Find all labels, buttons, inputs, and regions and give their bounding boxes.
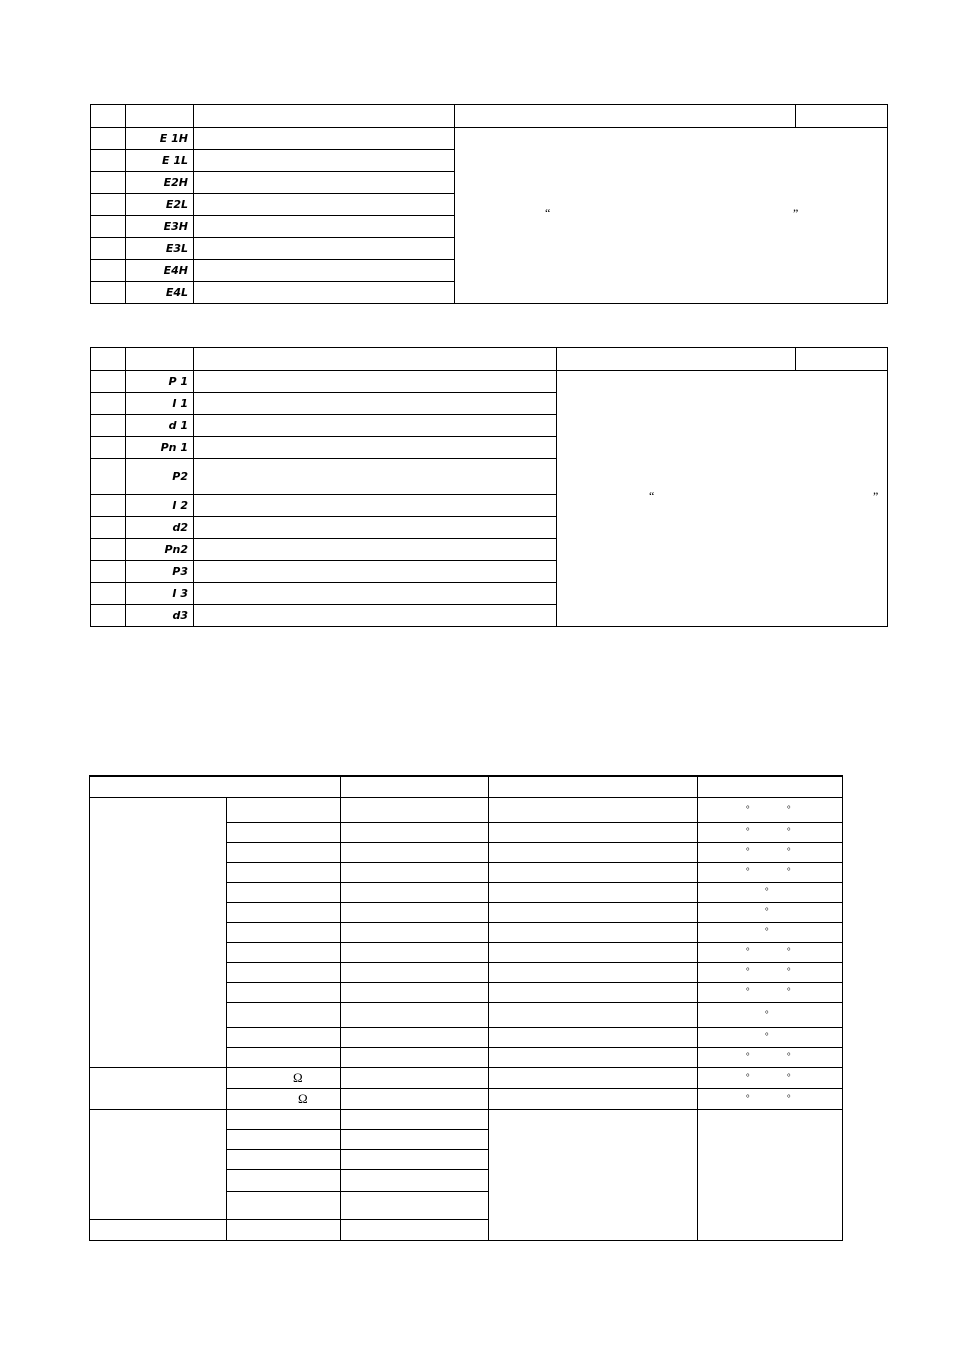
parameter-code: E 1L — [126, 150, 194, 172]
close-quote: ” — [873, 489, 879, 503]
pid-description-cell — [557, 371, 888, 627]
parameter-code: P 1 — [126, 371, 194, 393]
parameter-code: I 2 — [126, 495, 194, 517]
parameter-code: I 3 — [126, 583, 194, 605]
parameter-code: E4H — [126, 260, 194, 282]
degree-mark: ° — [765, 1008, 769, 1019]
ohm-symbol: Ω — [293, 1069, 303, 1085]
parameter-code: E3L — [126, 238, 194, 260]
range-cell — [698, 842, 843, 862]
degree-mark: ° — [765, 1031, 769, 1041]
table-row — [91, 371, 888, 393]
range-cell — [698, 982, 843, 1002]
degree-mark: ° — [746, 846, 750, 856]
degree-mark: ° — [787, 1051, 791, 1061]
degree-mark: ° — [787, 846, 791, 856]
group-cell — [90, 797, 227, 1067]
parameter-code: P2 — [126, 459, 194, 495]
range-cell — [698, 942, 843, 962]
parameter-code: d 1 — [126, 415, 194, 437]
range-cell — [698, 1027, 843, 1047]
range-cell — [698, 1047, 843, 1067]
range-cell — [698, 962, 843, 982]
degree-mark: ° — [787, 866, 791, 876]
parameter-code: I 1 — [126, 393, 194, 415]
degree-mark: ° — [787, 826, 791, 836]
parameter-code: Pn 1 — [126, 437, 194, 459]
group-cell — [90, 1109, 227, 1219]
degree-mark: ° — [787, 986, 791, 996]
range-cell — [698, 922, 843, 942]
table-row — [90, 1109, 843, 1129]
degree-mark: ° — [787, 1071, 791, 1082]
table-header-row — [91, 348, 888, 371]
degree-mark: ° — [746, 1071, 750, 1082]
degree-mark: ° — [765, 906, 769, 916]
degree-mark: ° — [787, 966, 791, 976]
pid-parameter-table — [90, 347, 888, 627]
range-cell — [698, 862, 843, 882]
degree-mark: ° — [765, 926, 769, 936]
parameter-code: Pn2 — [126, 539, 194, 561]
ohm-symbol: Ω — [298, 1090, 308, 1106]
alarm-parameter-table — [90, 104, 888, 304]
degree-mark: ° — [746, 1051, 750, 1061]
table-row — [90, 797, 843, 822]
alarm-description-cell — [455, 128, 888, 304]
range-cell — [698, 902, 843, 922]
degree-mark: ° — [746, 986, 750, 996]
open-quote: “ — [545, 206, 551, 220]
input-spec-table — [89, 775, 843, 1241]
parameter-code: E2L — [126, 194, 194, 216]
parameter-code: P3 — [126, 561, 194, 583]
parameter-code: d2 — [126, 517, 194, 539]
table-header-row — [90, 776, 843, 797]
degree-mark: ° — [746, 1092, 750, 1103]
table-row — [91, 128, 888, 150]
degree-mark: ° — [765, 886, 769, 896]
degree-mark: ° — [746, 966, 750, 976]
parameter-code: d3 — [126, 605, 194, 627]
table-header-row — [91, 105, 888, 128]
degree-mark: ° — [787, 946, 791, 956]
degree-mark: ° — [787, 803, 791, 814]
degree-mark: ° — [787, 1092, 791, 1103]
degree-mark: ° — [746, 866, 750, 876]
degree-mark: ° — [746, 826, 750, 836]
range-cell — [698, 1067, 843, 1088]
parameter-code: E2H — [126, 172, 194, 194]
table-row — [90, 1067, 843, 1088]
range-cell — [698, 822, 843, 842]
degree-mark: ° — [746, 803, 750, 814]
rtd-type-cell — [227, 1067, 341, 1088]
open-quote: “ — [649, 489, 655, 503]
group-cell — [90, 1067, 227, 1109]
degree-mark: ° — [746, 946, 750, 956]
range-cell — [698, 797, 843, 822]
range-cell — [698, 882, 843, 902]
range-cell — [698, 1088, 843, 1109]
parameter-code: E 1H — [126, 128, 194, 150]
range-cell — [698, 1002, 843, 1027]
parameter-code: E4L — [126, 282, 194, 304]
close-quote: ” — [793, 206, 799, 220]
parameter-code: E3H — [126, 216, 194, 238]
rtd-type-cell — [227, 1088, 341, 1109]
